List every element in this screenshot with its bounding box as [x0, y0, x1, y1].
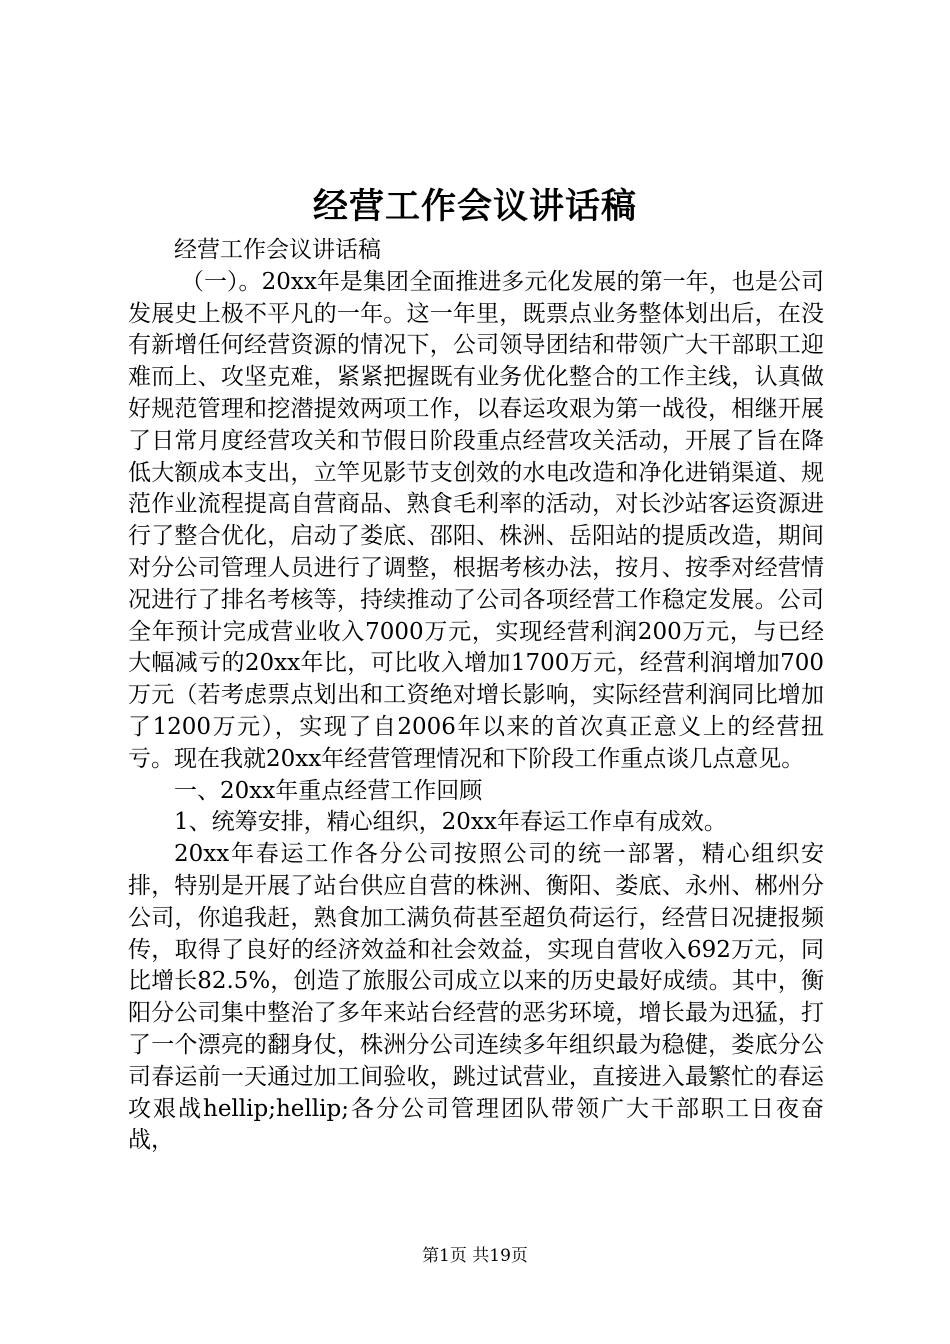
paragraph-spring-transport: 20xx年春运工作各分公司按照公司的统一部署，精心组织安排，特别是开展了站台供应自营的株洲、衡阳、娄底、永州、郴州分公司，你追我赶，熟食加工满负荷甚至超负荷运行，经营日况捷报频传，取得了良好的经济效益和社会效益，实现自营收入692万元，同比增长82.5%，创造了旅服公司成立以来的历史最好成绩。其中，衡阳分公司集中整治了多年来站台经营的恶劣环境，增长最为迅猛，打了一个漂亮的翻身仗，株洲分公司连续多年组织最为稳健，娄底分公司春运前一天通过加工间验收，跳过试营业，直接进入最繁忙的春运攻艰战hellip;hellip;各分公司管理团队带领广大干部职工日夜奋战，	[128, 841, 824, 1154]
page-number-footer: 第1页 共19页	[422, 1246, 528, 1266]
document-body	[128, 235, 824, 1157]
paragraph-heading: 经营工作会议讲话稿	[174, 237, 381, 263]
paragraph-intro: （一）。20xx年是集团全面推进多元化发展的第一年，也是公司发展史上极不平凡的一年。这一年里，既票点业务整体划出后，在没有新增任何经营资源的情况下，公司领导团结和带领广大干部职工迎难而上、攻坚克难，紧紧把握既有业务优化整合的工作主线，认真做好规范管理和挖潜提效两项工作，以春运攻艰为第一战役，相继开展了日常月度经营攻关和节假日阶段重点经营攻关活动，开展了旨在降低大额成本支出，立竿见影节支创效的水电改造和净化进销渠道、规范作业流程提高自营商品、熟食毛利率的活动，对长沙站客运资源进行了整合优化，启动了娄底、邵阳、株洲、岳阳站的提质改造，期间对分公司管理人员进行了调整，根据考核办法，按月、按季对经营情况进行了排名考核等，持续推动了公司各项经营工作稳定发展。公司全年预计完成营业收入7000万元，实现经营利润200万元，与已经大幅减亏的20xx年比，可比收入增加1700万元，经营利润增加700万元（若考虑票点划出和工资绝对增长影响，实际经营利润同比增加了1200万元），实现了自2006年以来的首次真正意义上的经营扭亏。现在我就20xx年经营管理情况和下阶段工作重点谈几点意见。	[128, 268, 824, 772]
section-heading: 一、20xx年重点经营工作回顾	[174, 777, 483, 804]
subsection-heading: 1、统筹安排，精心组织，20xx年春运工作卓有成效。	[174, 809, 727, 836]
document-title: 经营工作会议讲话稿	[312, 186, 637, 227]
